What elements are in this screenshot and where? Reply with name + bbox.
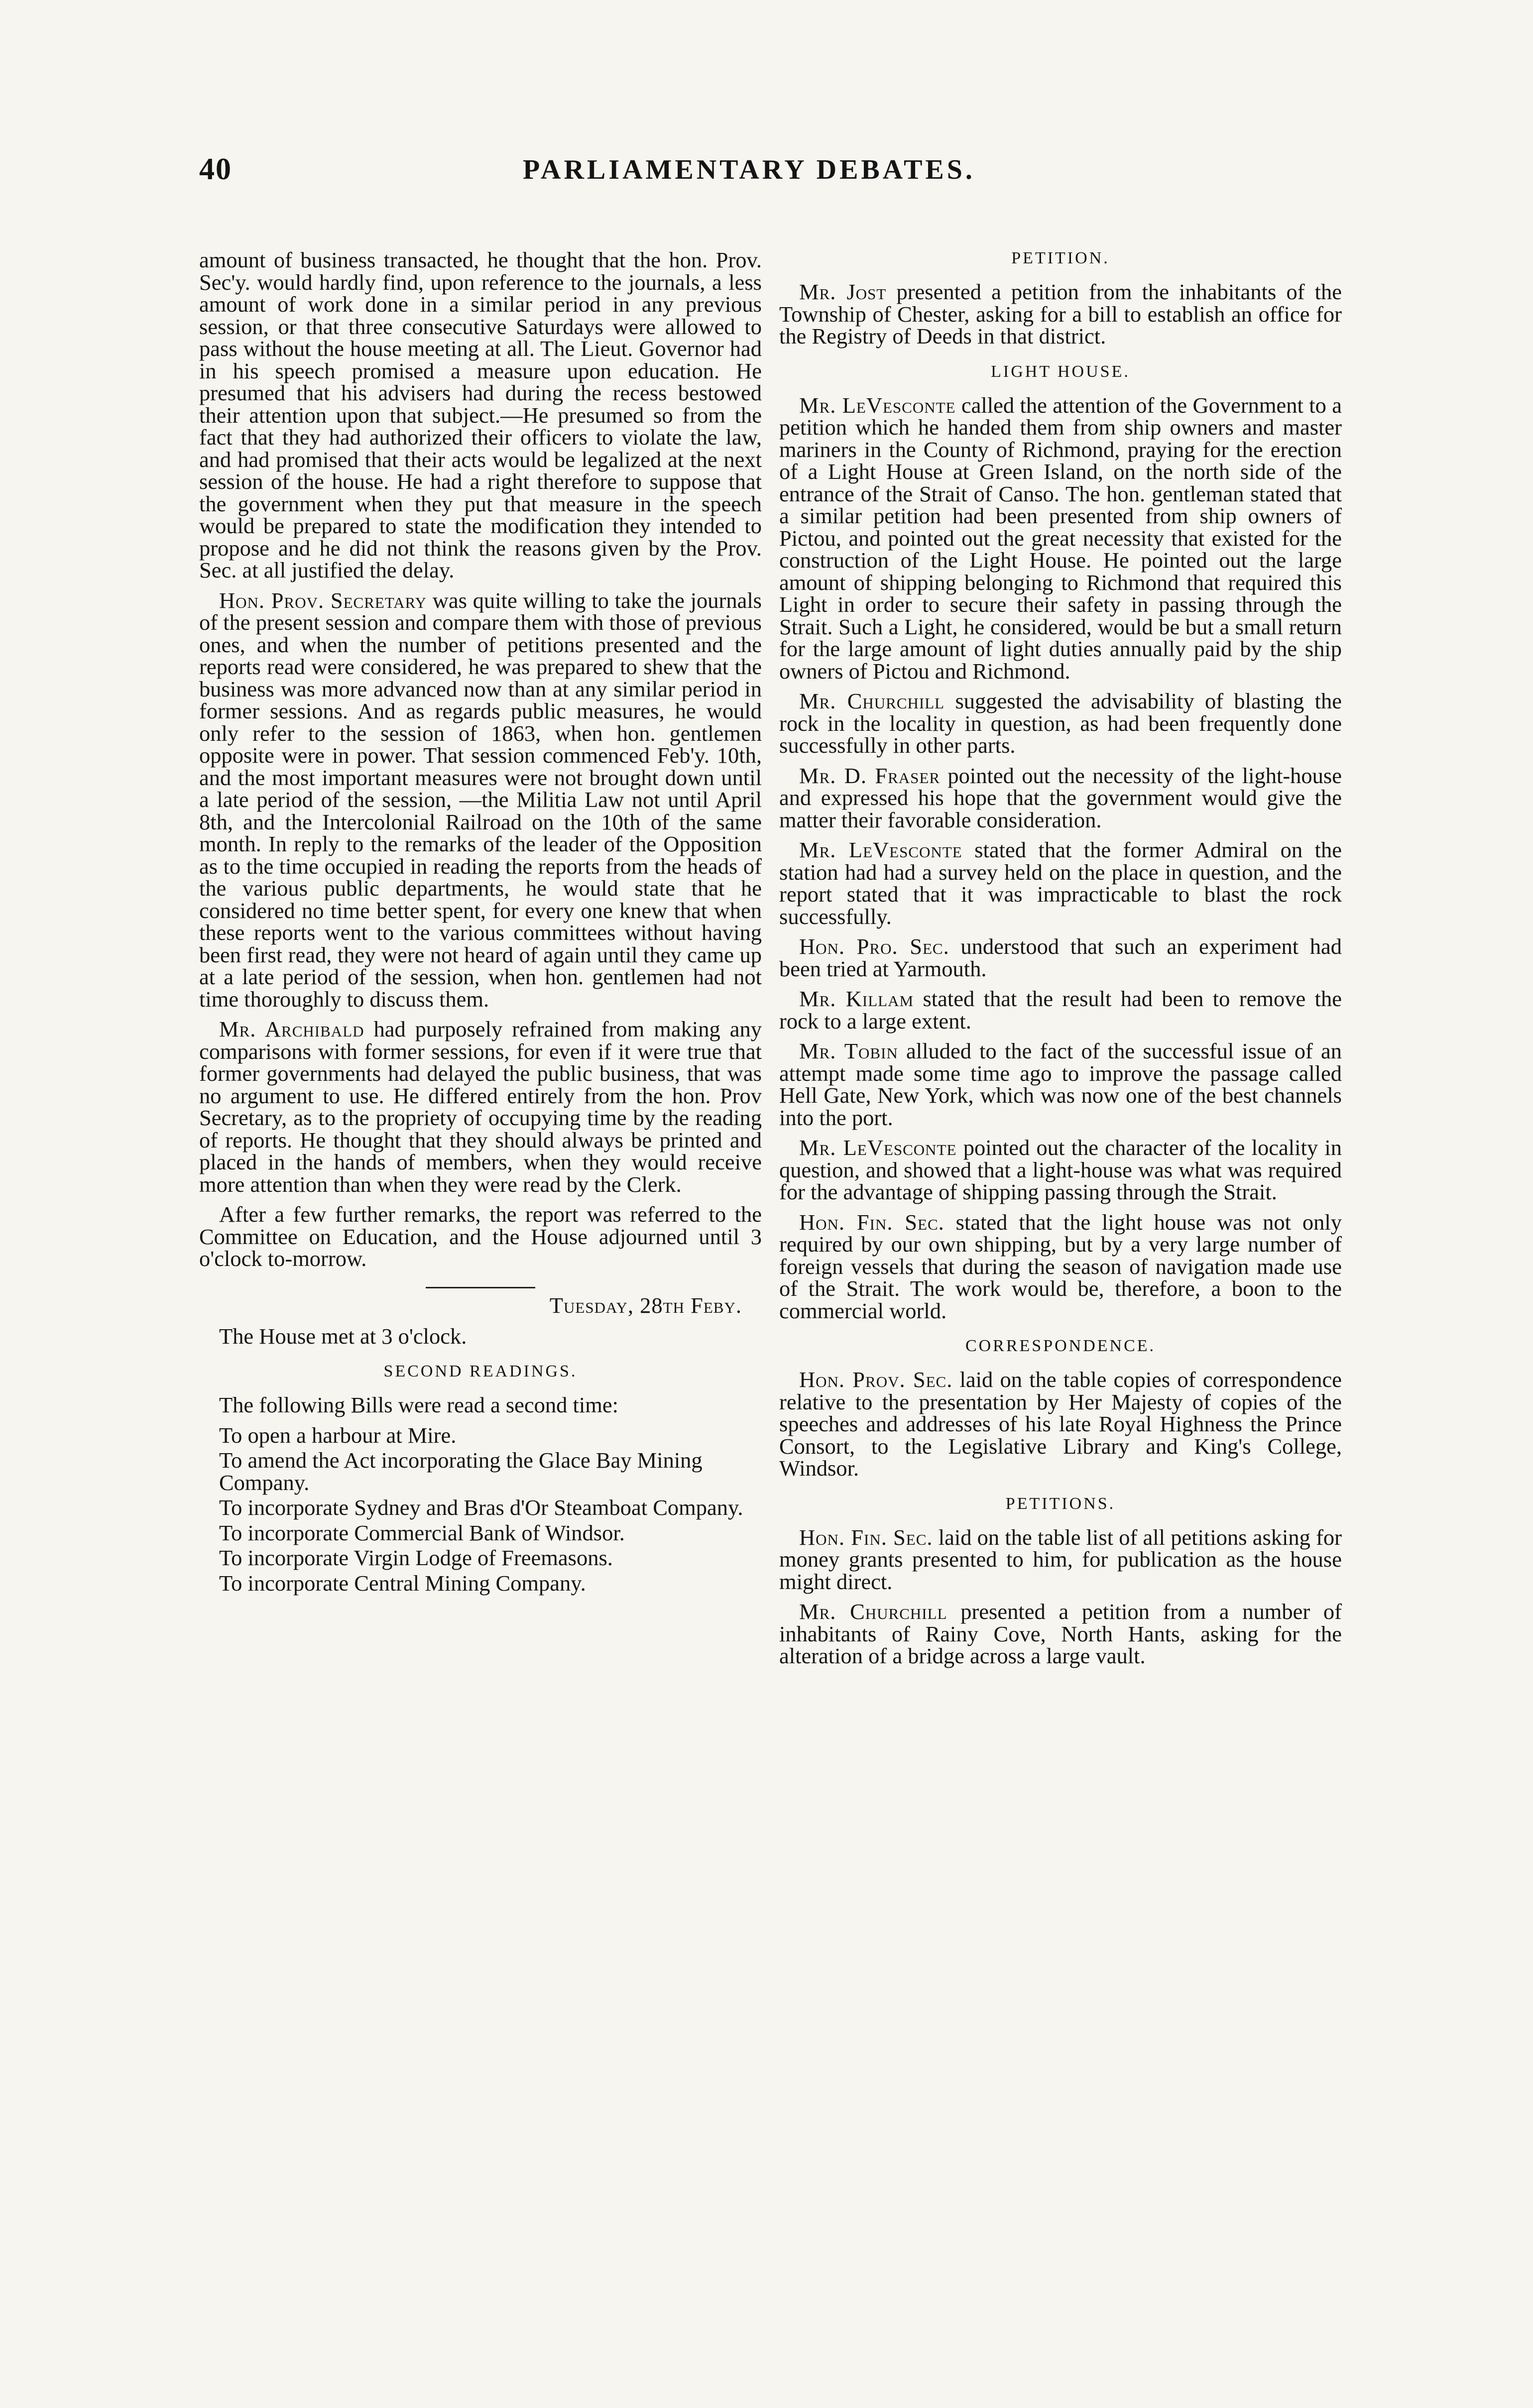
paragraph: The following Bills were read a second time: [219,1392,618,1417]
section-heading-light-house: LIGHT HOUSE. [991,362,1130,381]
speech-text: laid on the table copies of correspondence relative to the presentation by Her Majesty of copies of the speeches and addresses of his late Royal Highness the Prince Consort, to the Legislative Library and King's College, Windsor. [779,1367,1342,1481]
speaker-name: Mr. Archibald [219,1017,364,1041]
section-heading-petitions: PETITIONS. [1005,1494,1116,1513]
speaker-name: Hon. Pro. Sec. [799,934,949,959]
left-column [199,249,762,2315]
paragraph [779,839,1342,927]
running-title: PARLIAMENTARY DEBATES. [523,154,975,185]
speech-text: laid on the table list of all petitions asking for money grants presented to him, for publication as the house might direct. [779,1524,1342,1594]
right-column [779,249,1342,2315]
list-item: To incorporate Sydney and Bras d'Or Steamboat Company. [219,1495,743,1520]
paragraph: amount of business transacted, he thought that the hon. Prov. Sec'y. would hardly find, upon reference to the journals, a less amount of work done in a similar period in any previous session, or that three consecutive Saturdays were allowed to pass without the house meeting at all. The Lieut. Governor had in his speech promised a measure upon education. He presumed that his advisers had during the recess bestowed their attention upon that subject.—He presumed so from the fact that they had authorized their officers to violate the law, and had promised that their acts would be legalized at the next session of the house. He had a right therefore to suppose that the government when they put that measure in the speech would be prepared to state the modification they intended to propose and he did not think the reasons given by the Prov. Sec. at all justified the delay. [199,249,762,582]
list-item: To incorporate Central Mining Company. [219,1570,586,1596]
paragraph [779,281,1342,347]
speech-text: stated that the result had been to remove the rock to a large extent. [779,986,1342,1033]
paragraph [779,394,1342,683]
list-item: To amend the Act incorporating the Glace Bay Mining Company. [219,1448,703,1495]
section-heading-correspondence: CORRESPONDENCE. [965,1337,1156,1355]
paragraph [199,1018,762,1195]
paragraph [779,1137,1342,1203]
paragraph [199,589,762,1011]
list-item: To incorporate Commercial Bank of Windsor. [219,1520,625,1545]
speech-text: suggested the advisability of blasting the rock in the locality in question, as had been frequently done successfully in other parts. [779,688,1342,758]
speaker-name: Mr. LeVesconte [799,392,956,418]
section-heading-petition: PETITION. [1011,249,1110,267]
speech-text: presented a petition from a number of inhabitants of Rainy Cove, North Hants, asking for the alteration of a bridge across a large vault. [779,1599,1342,1668]
speaker-name: Mr. LeVesconte [799,1135,957,1160]
section-rule [426,1287,535,1288]
speech-text: called the attention of the Government to a petition which he handed them from ship owners and master mariners in the County of Richmond, praying for the erection of a Light House at Green Island, on the north side of the entrance of the Strait of Canso. The hon. gentleman stated that a similar petition had been presented from ship owners of Pictou, and pointed out the great necessity that existed for the construction of the Light House. He pointed out the large amount of shipping belonging to Richmond that required this Light in order to secure their safety in passing through the Strait. Such a Light, he considered, would be but a small return for the large amount of light duties annually paid by the ship owners of Pictou and Richmond. [779,392,1342,684]
paragraph [779,690,1342,757]
speech-text: had purposely refrained from making any comparisons with former sessions, for even if it were true that former governments had delayed the public business, that was no argument to use. He differed entirely from the hon. Prov Secretary, as to the propriety of occupying time by the reading of reports. He thought that they should always be printed and placed in the hands of members, when they would receive more attention than when they were read by the Clerk. [199,1017,762,1197]
speech-text: pointed out the necessity of the light-house and expressed his hope that the government would give the matter their favorable consideration. [779,763,1342,832]
section-heading-second-readings: SECOND READINGS. [383,1362,578,1380]
list-item: To incorporate Virgin Lodge of Freemasons. [219,1545,613,1570]
speech-text: was quite willing to take the journals of the present session and compare them with those of previous ones, and when the number of petitions presented and the reports read were considered, he was prepared to shew that the business was more advanced now than at any similar period in former sessions. And as regards public measures, he would only refer to the session of 1863, when hon. gentlemen opposite were in power. That session commenced Feb'y. 10th, and the most important measures were not brought down until a late period of the session, —the Militia Law not until April 8th, and the Intercolonial Railroad on the 10th of the same month. In reply to the remarks of the leader of the Opposition as to the time occupied in reading the reports from the heads of the various public departments, he would state that he considered no time better spent, for every one knew that when these reports went to the various committees without having been first read, they were not heard of again until they came up at a late period of the session, when hon. gentlemen had not time thoroughly to discuss them. [199,587,762,1012]
speech-text: stated that the former Admiral on the station had had a survey held on the place in question, and the report stated that it was impracticable to blast the rock successfully. [779,837,1342,929]
paragraph [779,1369,1342,1480]
speaker-name: Hon. Fin. Sec. [799,1209,944,1235]
paragraph [779,1526,1342,1593]
speaker-name: Mr. LeVesconte [799,837,962,862]
paragraph [779,1601,1342,1667]
paragraph: The House met at 3 o'clock. [219,1323,467,1349]
speaker-name: Hon. Prov. Sec. [799,1367,953,1392]
session-date: Tuesday, 28th Feby. [549,1292,742,1318]
speaker-name: Mr. D. Fraser [799,763,941,788]
paragraph [779,1040,1342,1129]
paragraph [779,1211,1342,1322]
list-item: To open a harbour at Mire. [219,1422,457,1448]
speaker-name: Mr. Churchill [799,1599,947,1624]
speech-text: stated that the light house was not only required by our own shipping, but by a very large number of foreign vessels that during the season of navigation made use of the Strait. The work would be, therefore, a boon to the commercial world. [779,1209,1342,1323]
paragraph [779,988,1342,1032]
paragraph [779,765,1342,831]
paragraph: After a few further remarks, the report was referred to the Committee on Education, and the House adjourned until 3 o'clock to-morrow. [199,1202,762,1271]
speaker-name: Mr. Churchill [799,688,945,713]
speaker-name: Hon. Fin. Sec. [799,1524,933,1550]
speaker-name: Hon. Prov. Secretary [219,587,427,613]
bill-list [199,1424,762,1595]
speech-text: alluded to the fact of the successful issue of an attempt made some time ago to improve the passage called Hell Gate, New York, which was now one of the best channels into the port. [779,1038,1342,1130]
speaker-name: Mr. Jost [799,279,887,304]
speech-text: pointed out the character of the locality in question, and showed that a light-house was what was required for the advantage of shipping passing through the Strait. [779,1135,1342,1204]
speech-text: understood that such an experiment had been tried at Yarmouth. [779,934,1342,981]
speech-text: presented a petition from the inhabitants of the Township of Chester, asking for a bill to establish an office for the Registry of Deeds in that district. [779,279,1342,348]
speaker-name: Mr. Killam [799,986,914,1011]
page-header [199,152,1344,197]
speaker-name: Mr. Tobin [799,1038,898,1063]
page-number: 40 [199,152,232,186]
paragraph [779,935,1342,980]
